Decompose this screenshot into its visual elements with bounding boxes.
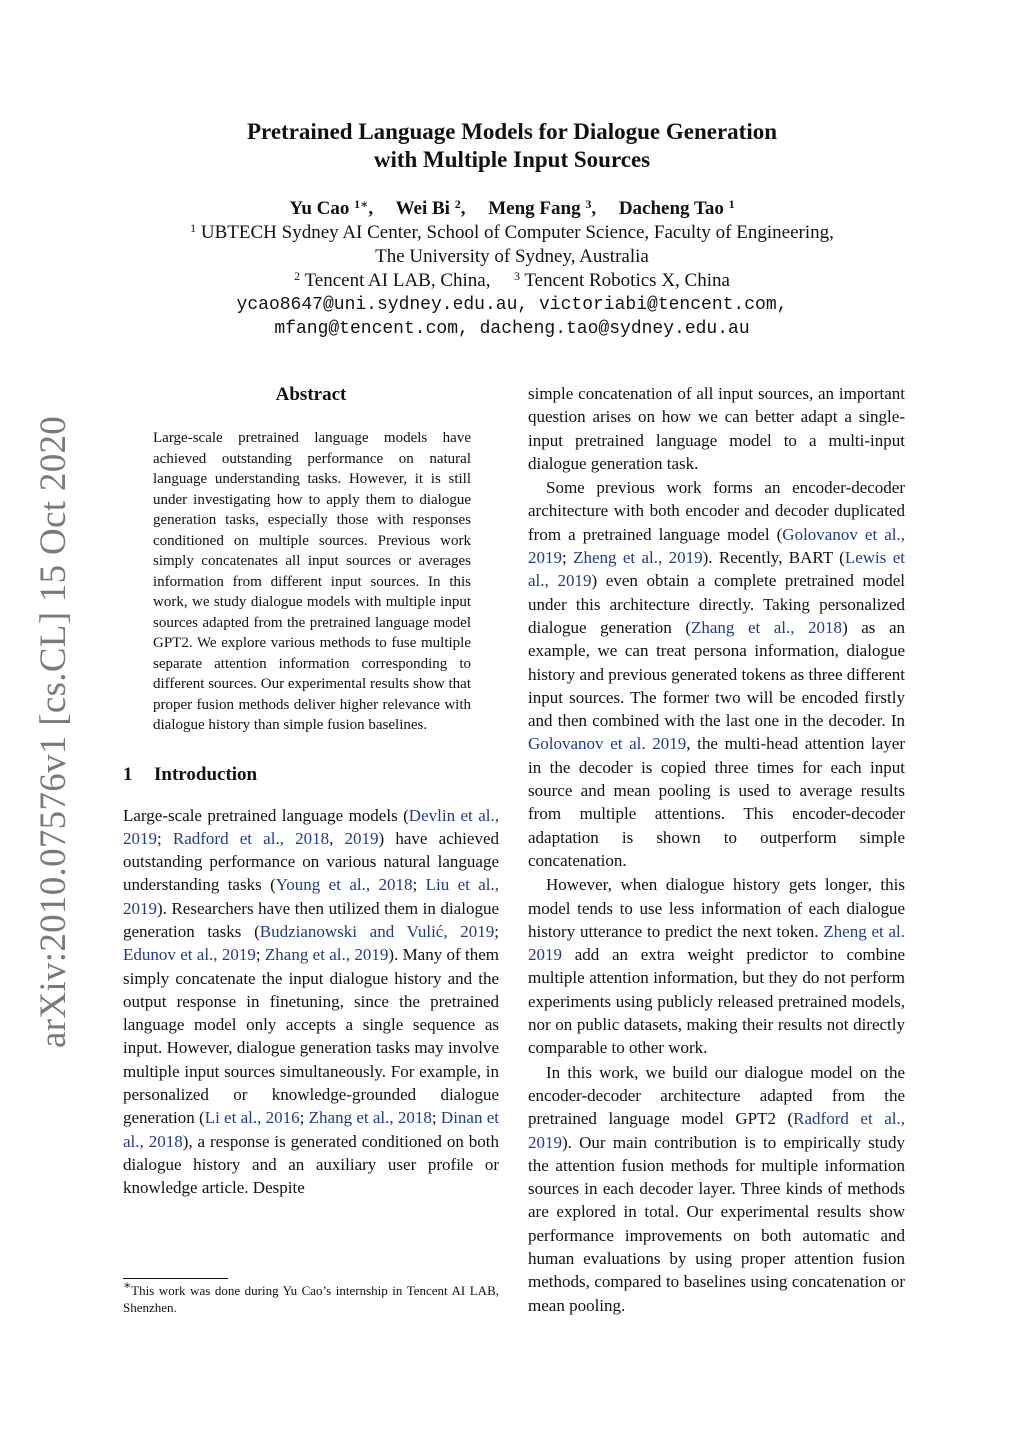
author-4: Dacheng Tao: [618, 198, 724, 219]
affiliation-2-3: [0, 269, 1024, 293]
intro-paragraph-1: Large-scale pretrained language models (Devlin et al., 2019; Radford et al., 2018, 2019) have achieved outstanding performance on various natural language understanding tasks (Young et al., 2018; Liu et al., 2019). Researchers have then utilized them in dialogue generation tasks (Budzianowski and Vulić, 2019; Edunov et al., 2019; Zhang et al., 2019). Many of them simply concatenate the input dialogue history and the output response in finetuning, since the pretrained language model only accepts a single sequence as input. However, dialogue generation tasks may involve multiple input sources simultaneously. For example, in personalized or knowledge-grounded dialogue generation (Li et al., 2016; Zhang et al., 2018; Dinan et al., 2018), a response is generated conditioned on both dialogue history and an auxiliary user profile or knowledge article. Despite: [123, 805, 500, 1198]
author-4-affil: 1: [728, 197, 735, 211]
section-title: Introduction: [154, 763, 258, 785]
author-3-affil: 3: [585, 197, 592, 211]
title-line-2: with Multiple Input Sources: [373, 147, 651, 172]
section-heading-introduction: [123, 762, 499, 788]
right-paragraph-3: However, when dialogue history gets longer, this model tends to use less information of each dialogue history utterance to predict the next token. Zheng et al. 2019 add an extra weight predictor to combine multiple attention information, but they do not perform experiments using publicly released pretrained models, nor on public datasets, making their results not directly comparable to other work.: [528, 875, 905, 1058]
citation-link[interactable]: Devlin et al., 2019: [123, 805, 499, 848]
footnote: [123, 1278, 499, 1316]
email-line-2: mfang@tencent.com, dacheng.tao@sydney.edu.au: [274, 319, 750, 339]
section-number: 1: [123, 763, 133, 785]
author-2-affil: 2: [454, 197, 461, 211]
affiliation-1: $^1$ UBTECH Sydney AI Center, School of Computer Science, Faculty of Engineering,: [190, 221, 834, 243]
right-paragraph-4: In this work, we build our dialogue model on the encoder-decoder architecture adapted from the pretrained language model GPT2 (Radford et al., 2019). Our main contribution is to empirically study the attention fusion methods for multiple information sources in each decoder layer. Three kinds of methods are explored in total. Our experimental results show performance improvements on both automatic and human evaluations by using proper attention fusion methods, compared to baselines using concatenation or mean pooling.: [528, 1062, 905, 1315]
affiliation-3: Tencent Robotics X, China: [524, 270, 730, 291]
citation-link[interactable]: Dinan et al., 2018: [123, 1108, 500, 1151]
affiliation-1-mark: 1: [190, 221, 197, 235]
author-names: Yu Cao $^{1∗}$, Wei Bi $^2$, Meng Fang $^3$, Dacheng Tao $^1$: [289, 197, 735, 219]
footnote-text: This work was done during Yu Cao’s internship in Tencent AI LAB, Shenzhen.: [123, 1283, 499, 1315]
citation-link[interactable]: Zheng et al., 2019: [573, 548, 703, 568]
author-1-affil: 1∗: [354, 197, 369, 211]
footnote-mark: ∗: [123, 1278, 132, 1292]
abstract-body: Large-scale pretrained language models have achieved outstanding performance on natural language understanding tasks. However, it is still under investigating how to apply them to dialogue generation tasks, especially those with responses conditioned on multiple sources. Previous work simply concatenates all input sources or averages information from different input sources. In this work, we study dialogue models with multiple input sources adapted from the pretrained language model GPT2. We explore various methods to fuse multiple separate attention information corresponding to different sources. Our experimental results show that proper fusion methods deliver higher relevance with dialogue history than simple fusion baselines.: [153, 430, 471, 733]
author-block: [0, 197, 1024, 341]
citation-link[interactable]: Young et al., 2018: [275, 875, 413, 895]
affiliation-2: Tencent AI LAB, China,: [304, 270, 491, 291]
citation-link[interactable]: Li et al., 2016: [204, 1108, 300, 1128]
abstract-heading: Abstract: [275, 384, 347, 405]
author-3: Meng Fang: [488, 198, 581, 219]
citation-link[interactable]: Zhang et al., 2018: [691, 617, 843, 637]
citation-link[interactable]: Zhang et al., 2018: [308, 1108, 432, 1128]
author-1: Yu Cao: [289, 198, 350, 219]
citation-link[interactable]: Radford et al., 2019: [528, 1109, 905, 1152]
citation-link[interactable]: Budzianowski and Vulić, 2019: [259, 921, 495, 941]
citation-link[interactable]: Edunov et al., 2019: [123, 945, 256, 965]
citation-link[interactable]: Radford et al., 2018: [172, 828, 330, 848]
citation-link[interactable]: Golovanov et al., 2019: [528, 524, 905, 568]
right-paragraph-1: simple concatenation of all input sources, an important question arises on how we can better adapt a single-input pretrained language model to a multi-input dialogue generation task.: [528, 384, 905, 473]
citation-link[interactable]: Golovanov et al. 2019: [528, 734, 687, 754]
right-paragraph-2: Some previous work forms an encoder-decoder architecture with both encoder and decoder duplicated from a pretrained language model (Golovanov et al., 2019; Zheng et al., 2019). Recently, BART (Lewis et al., 2019) even obtain a complete pretrained model under this architecture directly. Taking personalized dialogue generation (Zhang et al., 2018) as an example, we can treat persona information, dialogue history and previous generated tokens as three different input sources. The former two will be encoded firstly and then combined with the last one in the decoder. In Golovanov et al. 2019, the multi-head attention layer in the decoder is copied three times for each input source and mean pooling is used to average results from multiple attentions. This encoder-decoder adaptation is shown to outperform simple concatenation.: [528, 478, 905, 870]
affiliation-2-mark: 2: [294, 269, 301, 283]
citation-link[interactable]: Zheng et al. 2019: [528, 921, 905, 965]
paper-title: [0, 118, 1024, 174]
email-line-1: ycao8647@uni.sydney.edu.au, victoriabi@tencent.com,: [236, 295, 788, 315]
footnote-divider: [123, 1278, 228, 1279]
left-column: [123, 382, 499, 1200]
affiliation-1-cont: The University of Sydney, Australia: [375, 246, 649, 267]
citation-link[interactable]: Zhang et al., 2019: [264, 945, 389, 965]
title-line-1: Pretrained Language Models for Dialogue Generation: [246, 119, 778, 144]
citation-link[interactable]: 2019: [344, 828, 379, 848]
author-2: Wei Bi: [395, 198, 450, 219]
arxiv-stamp: arXiv:2010.07576v1 [cs.CL] 15 Oct 2020: [33, 415, 74, 1048]
citation-link[interactable]: Liu et al., 2019: [123, 875, 499, 918]
right-column: [528, 382, 905, 1317]
citation-link[interactable]: Lewis et al., 2019: [528, 548, 905, 591]
affiliation-3-mark: 3: [513, 269, 520, 283]
